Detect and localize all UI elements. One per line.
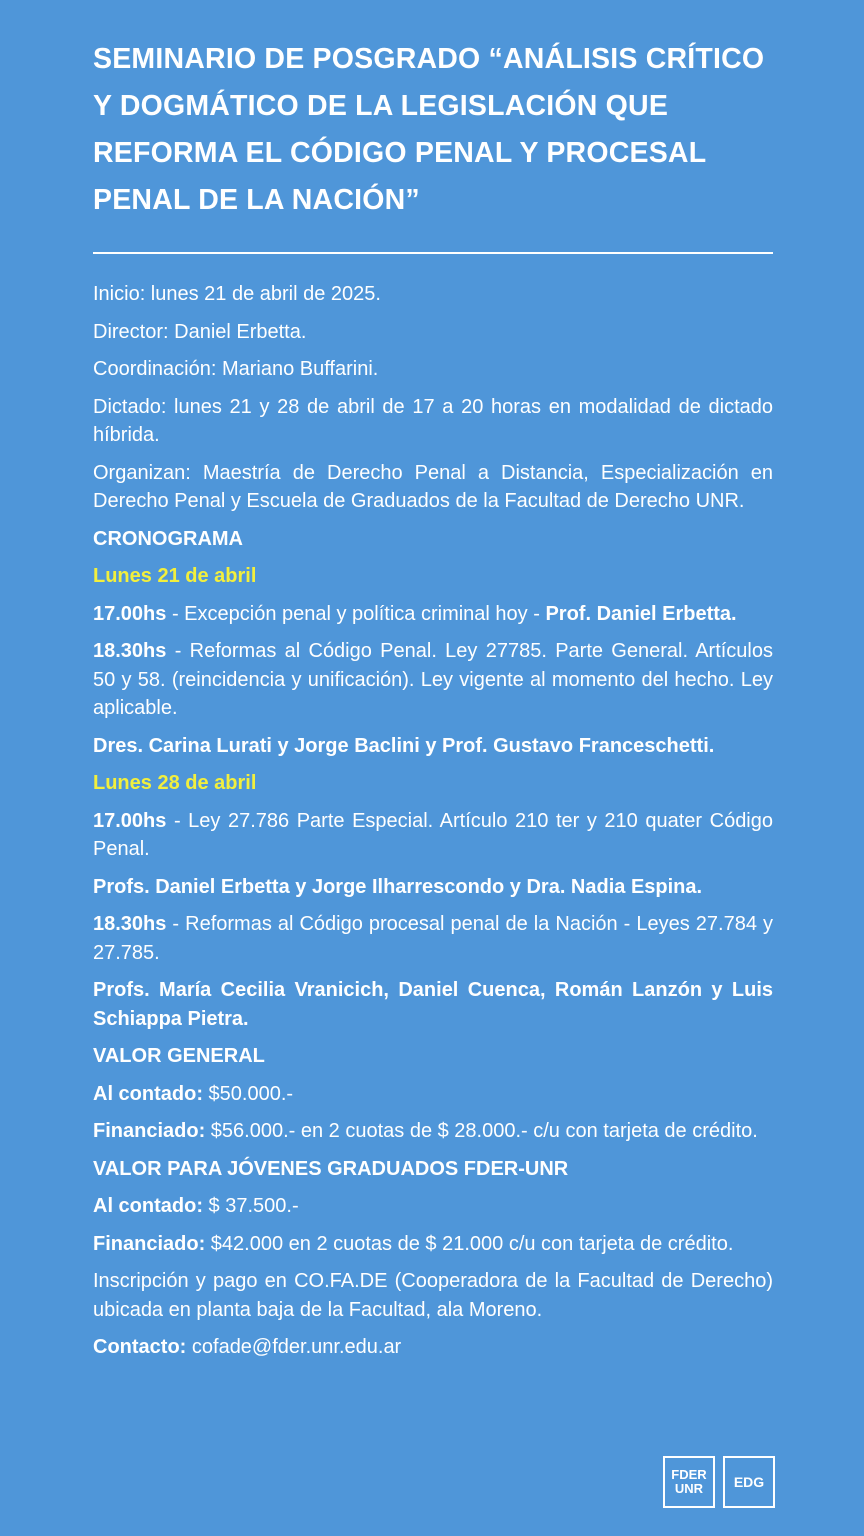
day2-session1 [93,807,773,864]
day1-label: Lunes 21 de abril [93,565,257,587]
info-inicio: Inicio: lunes 21 de abril de 2025. [93,283,381,305]
valor-general-heading: VALOR GENERAL [93,1045,265,1067]
contacto [93,1333,773,1362]
price-value: $50.000.- [203,1082,294,1105]
price-label: Al contado: [93,1082,203,1105]
session-speakers: Profs. María Cecilia Vranicich, Daniel Cuenca, Román Lanzón y Luis Schiappa Pietra. [93,979,773,1030]
valor-jovenes-contado [93,1192,773,1221]
session-topic: - Reformas al Código procesal penal de la Nación - Leyes 27.784 y 27.785. [93,913,773,964]
contacto-email-link[interactable]: cofade@fder.unr.edu.ar [186,1336,402,1358]
info-dictado: Dictado: lunes 21 y 28 de abril de 17 a 20 horas en modalidad de dictado híbrida. [93,395,773,446]
valor-jovenes-financiado [93,1230,773,1259]
cronograma-heading: CRONOGRAMA [93,527,243,550]
price-label: Financiado: [93,1232,206,1255]
session-topic: - Reformas al Código Penal. Ley 27785. Parte General. Artículos 50 y 58. (reincidencia y unificación). Ley vigente al momento del hecho. Ley aplicable. [93,640,773,719]
valor-general-financiado [93,1117,773,1146]
valor-jovenes-heading: VALOR PARA JÓVENES GRADUADOS FDER-UNR [93,1157,569,1180]
flyer-content [93,280,773,1362]
session-speakers: Dres. Carina Lurati y Jorge Baclini y Prof. Gustavo Franceschetti. [93,734,715,757]
edg-logo-text: EDG [733,1474,765,1490]
session-speakers: Profs. Daniel Erbetta y Jorge Ilharrescondo y Dra. Nadia Espina. [93,875,703,898]
price-label: Financiado: [93,1120,206,1142]
title-divider [93,252,773,254]
day1-session1 [93,600,773,629]
session-time: 18.30hs [93,640,167,662]
info-director: Director: Daniel Erbetta. [93,320,307,343]
session-speakers: Prof. Daniel Erbetta. [545,602,737,625]
fder-logo-line1: FDER [671,1467,707,1482]
edg-logo [723,1456,775,1508]
contacto-label: Contacto: [93,1336,187,1358]
price-label: Al contado: [93,1195,203,1217]
valor-general-contado [93,1080,773,1109]
session-topic: - Ley 27.786 Parte Especial. Artículo 210 ter y 210 quater Código Penal. [93,809,773,860]
day2-session2 [93,910,773,967]
day2-session1-speakers [93,873,773,902]
session-topic: - Excepción penal y política criminal hoy - [166,602,546,625]
info-organizan: Organizan: Maestría de Derecho Penal a Distancia, Especialización en Derecho Penal y Escuela de Graduados de la Facultad de Derecho UNR. [93,461,773,512]
price-value: $56.000.- en 2 cuotas de $ 28.000.- c/u con tarjeta de crédito. [205,1120,758,1142]
fder-logo-line2: UNR [674,1481,704,1496]
inscripcion-text: Inscripción y pago en CO.FA.DE (Cooperadora de la Facultad de Derecho) ubicada en planta baja de la Facultad, ala Moreno. [93,1270,773,1321]
price-value: $42.000 en 2 cuotas de $ 21.000 c/u con tarjeta de crédito. [205,1232,734,1255]
info-coordinacion: Coordinación: Mariano Buffarini. [93,358,379,380]
session-time: 17.00hs [93,602,167,625]
day2-session2-speakers [93,976,773,1033]
day2-label: Lunes 28 de abril [93,772,257,794]
day1-session2 [93,637,773,723]
fder-unr-logo [663,1456,715,1508]
price-value: $ 37.500.- [203,1195,299,1217]
session-time: 18.30hs [93,913,167,935]
logos [663,1456,775,1508]
day1-session2-speakers [93,732,773,761]
page-title: SEMINARIO DE POSGRADO “ANÁLISIS CRÍTICO Y DOGMÁTICO DE LA LEGISLACIÓN QUE REFORMA EL CÓDIGO PENAL Y PROCESAL PENAL DE LA NACIÓN” [93,43,765,216]
session-time: 17.00hs [93,809,167,832]
